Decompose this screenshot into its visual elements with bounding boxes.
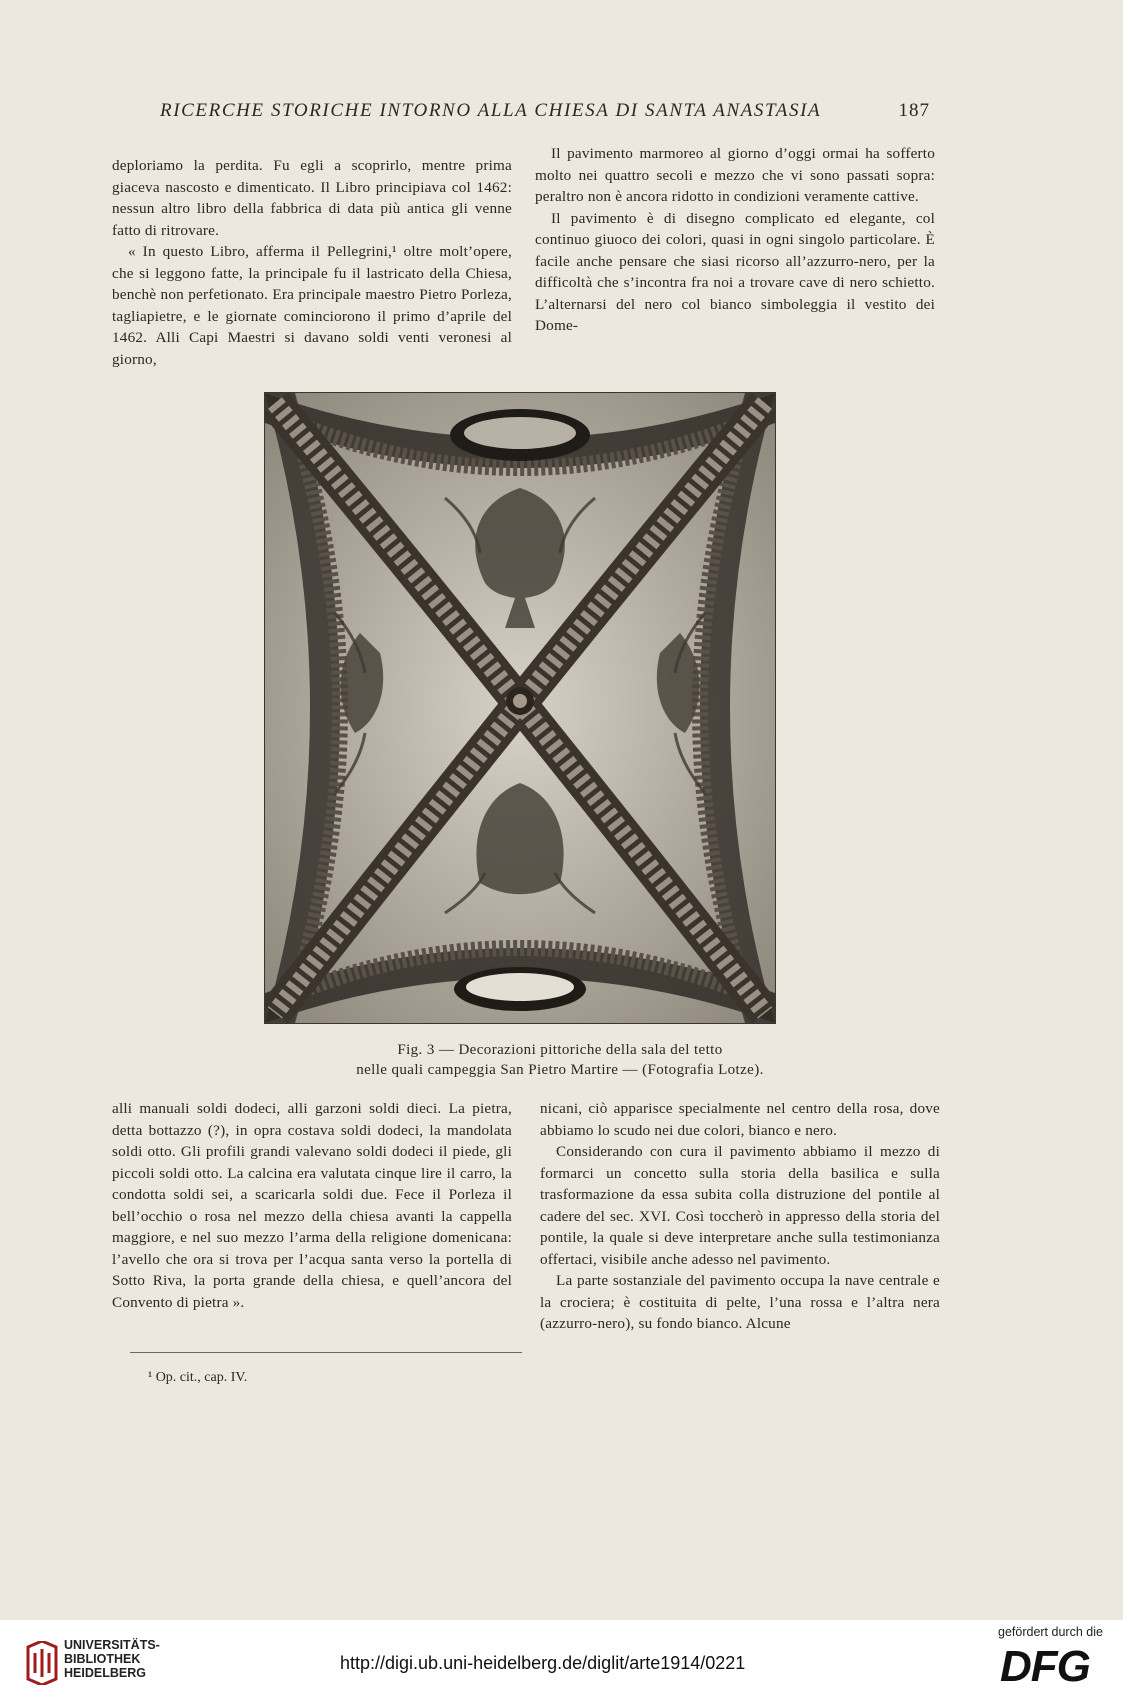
running-head [160, 100, 930, 122]
funding-label: gefördert durch die [998, 1625, 1103, 1639]
vault-ceiling-photograph [264, 392, 776, 1024]
page-number: 187 [898, 100, 930, 121]
paragraph: Il pavimento è di disegno complicato ed elegante, col continuo giuoco dei colori, quasi in ogni singolo particolare. È facile anche pensare che siasi ricorso all’azzurro-nero, per la difficoltà che s’incontra fra noi a trovare cave di nero schietto. L’alternarsi del nero col bianco simboleggia il vestito dei Dome- [535, 209, 935, 334]
permalink-url[interactable]: http://digi.ub.uni-heidelberg.de/diglit/arte1914/0221 [340, 1653, 746, 1673]
dfg-logo: DFG [1000, 1642, 1090, 1691]
bottom-right-column [540, 1098, 940, 1335]
running-head-title: RICERCHE STORICHE INTORNO ALLA CHIESA DI SANTA ANASTASIA [160, 100, 822, 121]
library-logo-icon [26, 1641, 58, 1685]
vault-fresco-image [265, 393, 775, 1023]
figure-caption [250, 1040, 870, 1080]
paragraph: alli manuali soldi dodeci, alli garzoni soldi dieci. La pietra, detta bottazzo (?), in opra costava soldi dodeci, la mandolata soldi otto. Gli profili grandi valevano soldi dodeci il piede, gli piccoli soldi otto. La calcina era valutata cinque lire il carro, la condotta soldi sei, a scaricarla soldi due. Fece il Porleza il bell’occhio o rosa nel mezzo della chiesa avanti la cappella maggiore, e nel suo mezzo l’arma della religione domenicana: l’avello che ora si trova per l’acqua santa verso la portella di Sotto Riva, la porta grande della chiesa, e quell’ancora del Convento di pietra ». [112, 1100, 512, 1311]
library-line-2: BIBLIOTHEK [64, 1652, 141, 1666]
paragraph: Considerando con cura il pavimento abbiamo il mezzo di formarci un concetto sulla storia della basilica e sulla trasformazione da essa subita colla distruzione del pontile al cadere del sec. XVI. Così toccherò in appresso della storia del pontile, la quale si deve interpretare anche sulla testimonianza offertaci, visibile anche adesso nel pavimento. [540, 1143, 940, 1268]
library-line-1: UNIVERSITÄTS- [64, 1638, 160, 1652]
paragraph: Il pavimento marmoreo al giorno d’oggi ormai ha sofferto molto nei quattro secoli e mezzo che vi sono passati sopra: peraltro non è ancora ridotto in condizioni veramente cattive. [535, 145, 935, 205]
paragraph: nicani, ciò apparisce specialmente nel centro della rosa, dove abbiamo lo scudo nei due colori, bianco e nero. [540, 1100, 940, 1139]
top-right-column [535, 143, 935, 337]
footnote: ¹ Op. cit., cap. IV. [148, 1370, 248, 1385]
caption-line-2: nelle quali campeggia San Pietro Martire — (Fotografia Lotze). [356, 1062, 764, 1078]
library-line-3: HEIDELBERG [64, 1666, 146, 1680]
footnote-rule [130, 1352, 522, 1353]
library-name [64, 1638, 160, 1680]
top-left-column [112, 155, 512, 370]
paragraph: La parte sostanziale del pavimento occupa la nave centrale e la crociera; è costituita di pelte, l’una rossa e l’altra nera (azzurro-nero), su fondo bianco. Alcune [540, 1272, 940, 1332]
bottom-left-column [112, 1098, 512, 1313]
paragraph: deploriamo la perdita. Fu egli a scoprirlo, mentre prima giaceva nascosto e dimenticato. Il Libro principiava col 1462: nessun altro libro della fabbrica di data più antica gli venne fatto di ritrovare. [112, 157, 512, 239]
caption-line-1: Fig. 3 — Decorazioni pittoriche della sala del tetto [397, 1042, 723, 1058]
paragraph: « In questo Libro, afferma il Pellegrini,¹ oltre molt’opere, che si leggono fatte, la principale fu il lastricato della Chiesa, benchè non perfetionato. Era principale maestro Pietro Porleza, tagliapietre, e le giornate cominciorono il primo d’aprile del 1462. Alli Capi Maestri si davano soldi venti veronesi al giorno, [112, 243, 512, 368]
